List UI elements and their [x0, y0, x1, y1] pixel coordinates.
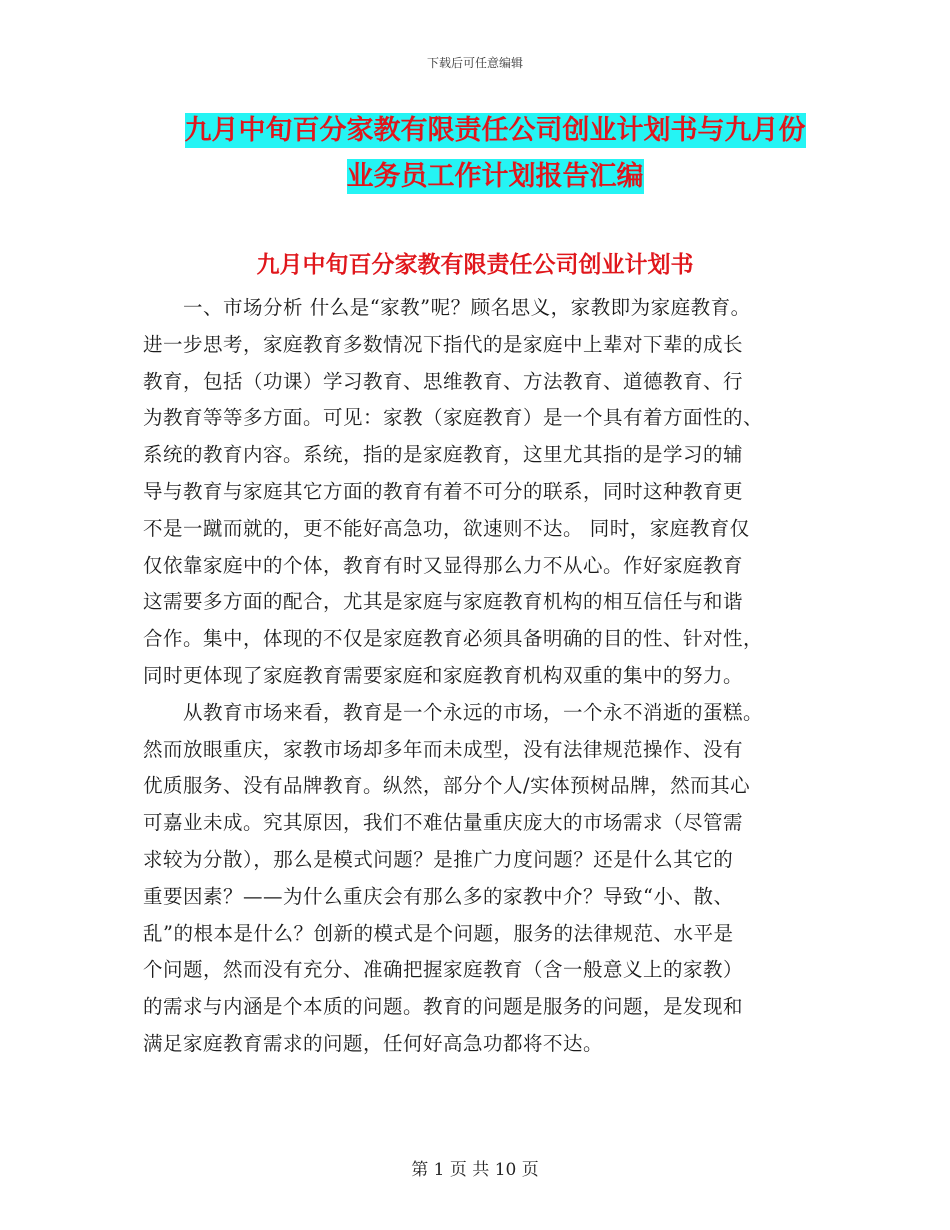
body-line: 满足家庭教育需求的问题，任何好高急功都将不达。 [143, 1031, 604, 1055]
body-line: 个问题，然而没有充分、准确把握家庭教育（含一般意义上的家教） [143, 958, 744, 982]
body-line: 重要因素？——为什么重庆会有那么多的家教中介？导致“小、散、 [143, 884, 734, 908]
title-line-2: 业务员工作计划报告汇编 [346, 161, 644, 192]
body-line: 教育，包括（功课）学习教育、思维教育、方法教育、道德教育、行 [143, 369, 744, 393]
body-line: 不是一蹴而就的，更不能好高急功，欲速则不达。 同时，家庭教育仅 [143, 516, 750, 540]
body-line: 乱”的根本是什么？创新的模式是个问题，服务的法律规范、水平是 [143, 921, 734, 945]
body-line: 仅依靠家庭中的个体，教育有时又显得那么力不从心。作好家庭教育 [143, 553, 744, 577]
section-title: 九月中旬百分家教有限责任公司创业计划书 [256, 252, 694, 278]
body-line: 导与教育与家庭其它方面的教育有着不可分的联系，同时这种教育更 [143, 479, 744, 503]
body-line: 这需要多方面的配合，尤其是家庭与家庭教育机构的相互信任与和谐 [143, 590, 744, 614]
body-line: 系统的教育内容。系统，指的是家庭教育，这里尤其指的是学习的辅 [143, 443, 744, 467]
body-line: 进一步思考，家庭教育多数情况下指代的是家庭中上辈对下辈的成长 [143, 332, 744, 356]
document-title [150, 108, 840, 200]
body-line: 可嘉业未成。究其原因，我们不难估量重庆庞大的市场需求（尽管需 [143, 811, 744, 835]
body-line: 一、市场分析 什么是“家教”呢？顾名思义，家教即为家庭教育。 [183, 296, 751, 319]
body-line: 合作。集中，体现的不仅是家庭教育必须具备明确的目的性、针对性， [143, 627, 764, 651]
body-line: 同时更体现了家庭教育需要家庭和家庭教育机构双重的集中的努力。 [143, 663, 744, 687]
body-line: 优质服务、没有品牌教育。纵然，部分个人/实体预树品牌，然而其心 [143, 774, 751, 798]
body-line: 的需求与内涵是个本质的问题。教育的问题是服务的问题，是发现和 [143, 995, 744, 1019]
page-number: 第 1 页 共 10 页 [411, 1160, 539, 1180]
body-line: 为教育等等多方面。可见：家教（家庭教育）是一个具有着方面性的、 [143, 406, 764, 430]
body-line: 求较为分散），那么是模式问题？是推广力度问题？还是什么其它的 [143, 847, 734, 871]
title-line-1: 九月中旬百分家教有限责任公司创业计划书与九月份 [184, 115, 806, 146]
page-header-note: 下载后可任意编辑 [426, 56, 523, 70]
body-line: 然而放眼重庆，家教市场却多年而未成型，没有法律规范操作、没有 [143, 737, 744, 761]
body-line: 从教育市场来看，教育是一个永远的市场，一个永不消逝的蛋糕。 [183, 700, 764, 724]
body-text [143, 290, 833, 1063]
